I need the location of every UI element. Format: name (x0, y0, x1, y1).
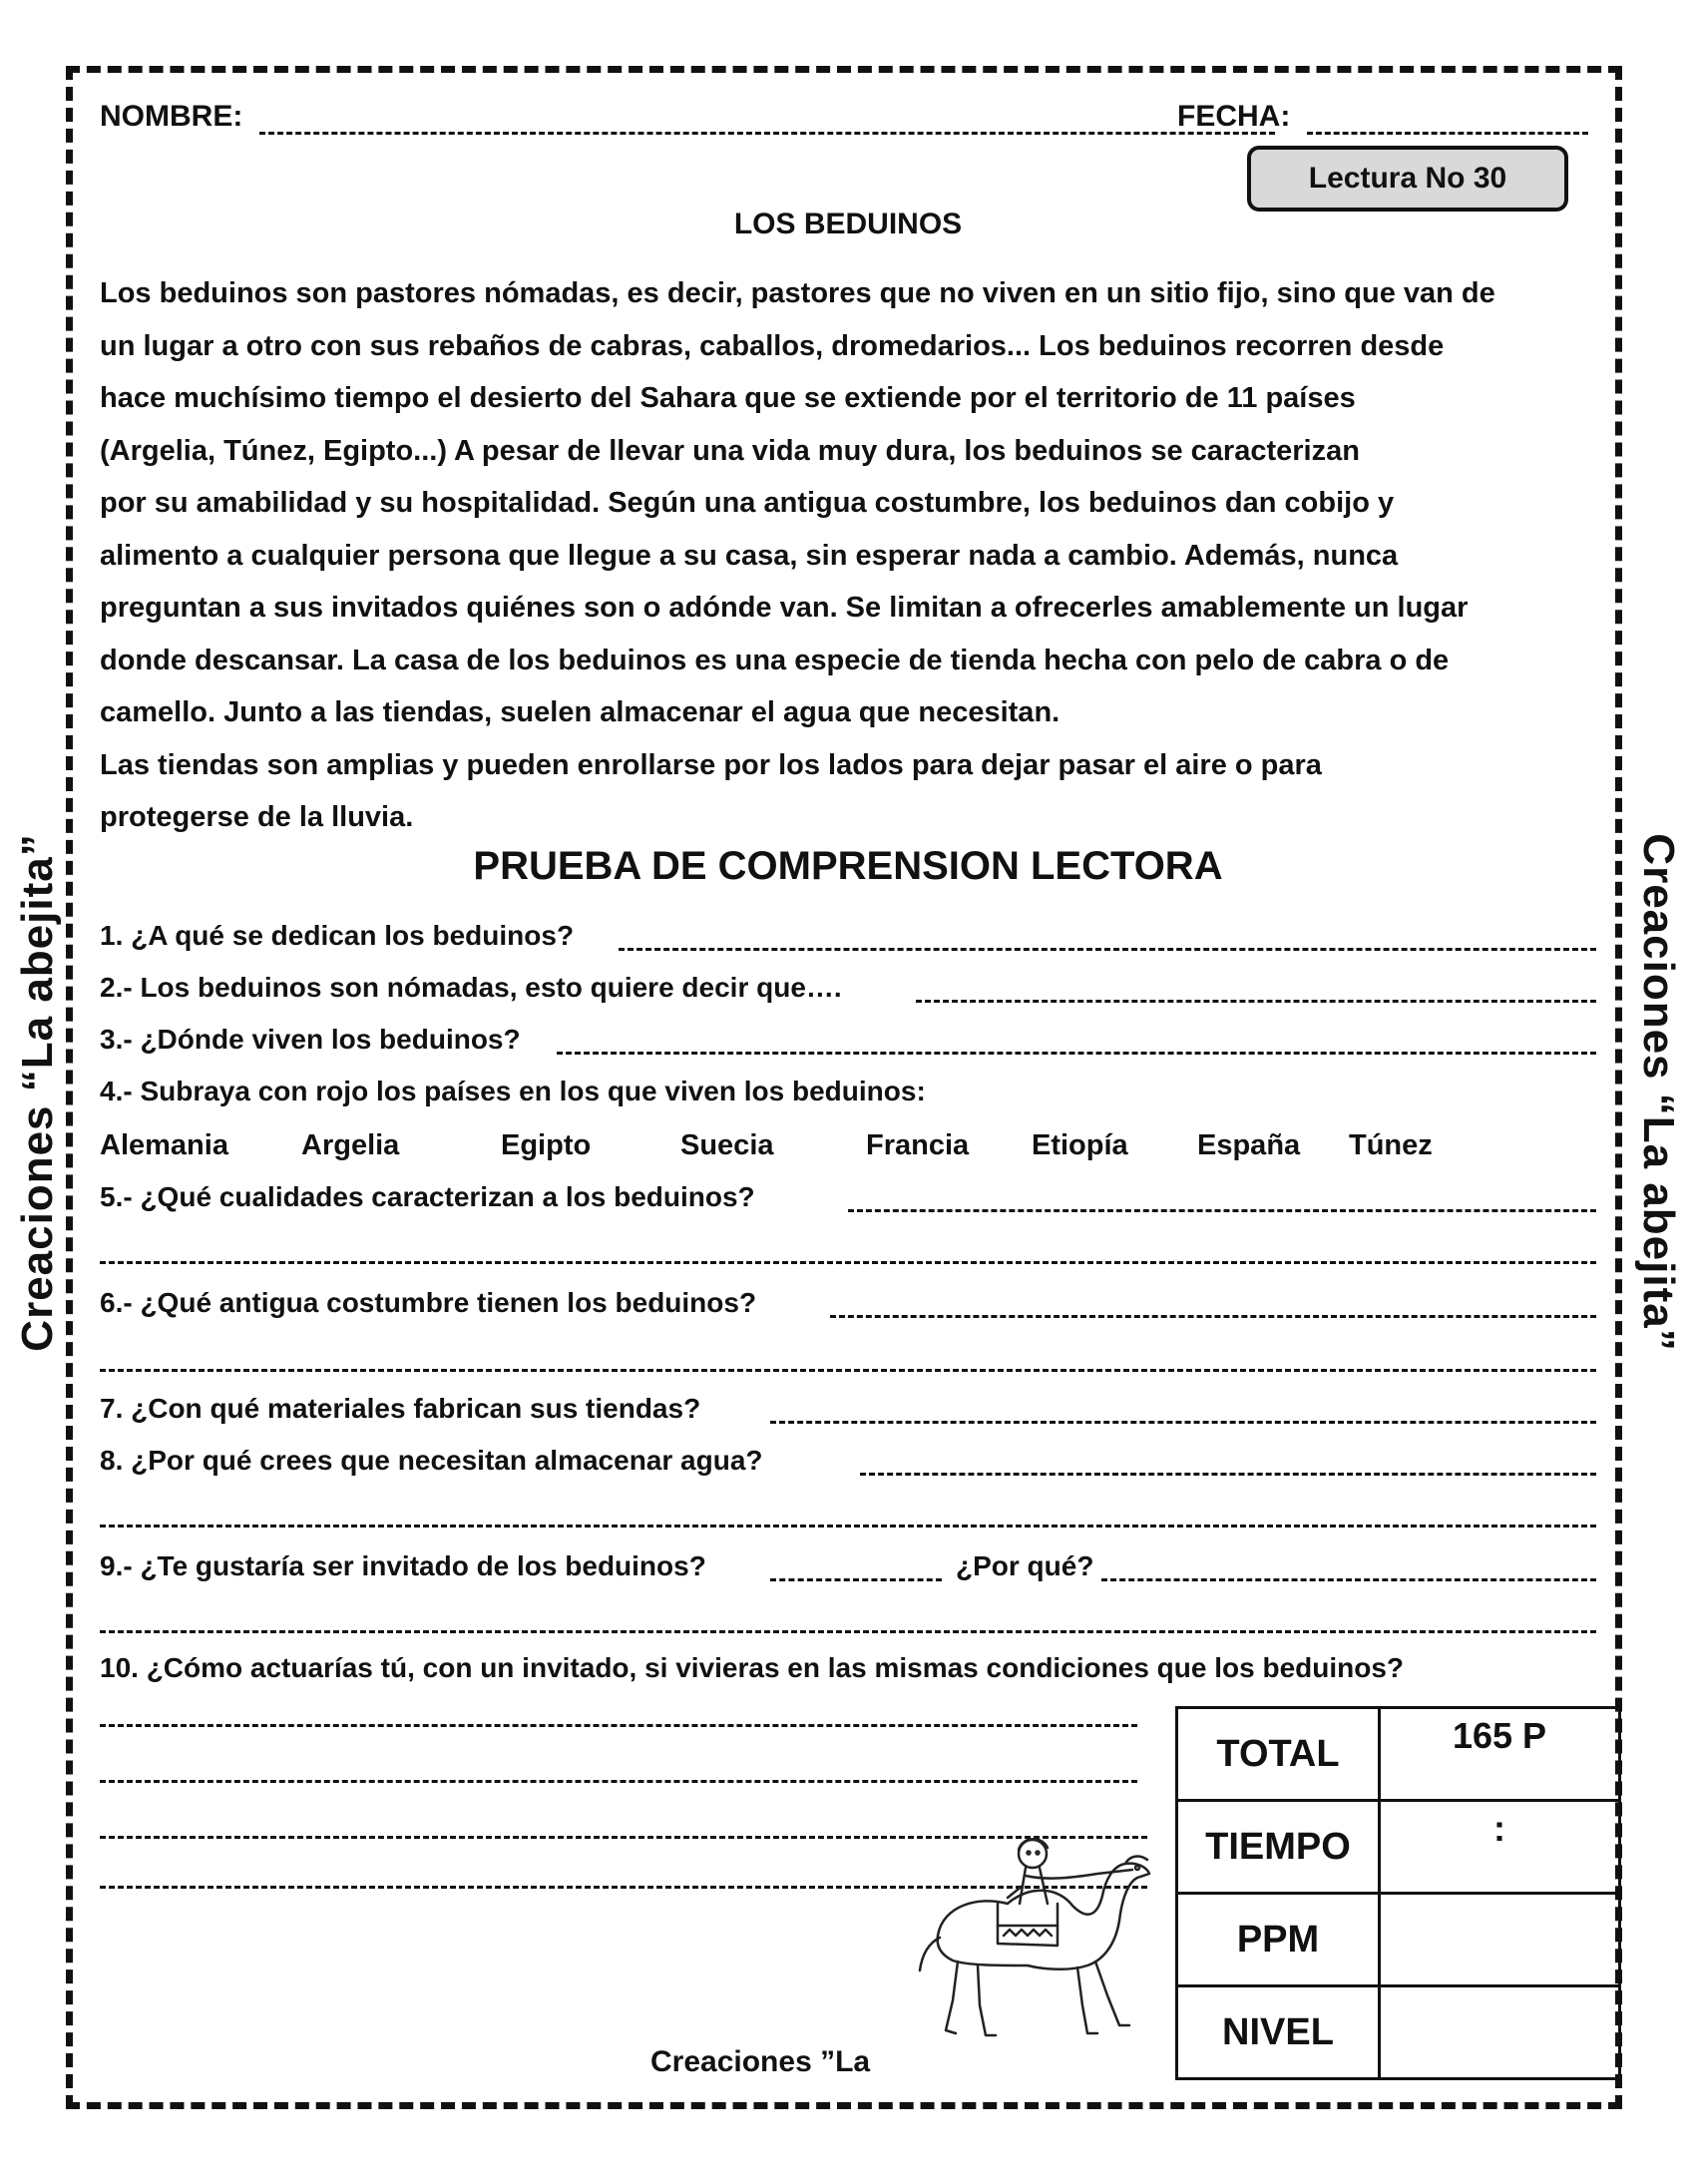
story-line: preguntan a sus invitados quiénes son o adónde van. Se limitan a ofrecerles amablemente un lugar (100, 592, 1469, 624)
footer-brand: Creaciones ”La (650, 2045, 871, 2078)
question-5: 5.- ¿Qué cualidades caracterizan a los beduinos? (100, 1181, 755, 1212)
question-9-why: ¿Por qué? (956, 1550, 1094, 1581)
question-3: 3.- ¿Dónde viven los beduinos? (100, 1024, 521, 1055)
answer-line-6a[interactable] (830, 1315, 1596, 1318)
answer-line-8a[interactable] (860, 1473, 1596, 1476)
test-title: PRUEBA DE COMPRENSION LECTORA (473, 844, 1223, 888)
tiempo-value[interactable]: : (1380, 1801, 1620, 1894)
story-line: alimento a cualquier persona que llegue a su casa, sin esperar nada a cambio. Además, nunca (100, 539, 1399, 572)
total-value: 165 P (1380, 1708, 1620, 1801)
country-option[interactable]: Túnez (1349, 1129, 1433, 1161)
header-row (100, 100, 1596, 144)
answer-line-3[interactable] (557, 1052, 1596, 1055)
country-option[interactable]: Etiopía (1032, 1129, 1128, 1161)
side-brand-left: Creaciones “La abejita” (13, 832, 62, 1352)
story-title: LOS BEDUINOS (733, 208, 963, 240)
country-option[interactable]: España (1197, 1129, 1301, 1161)
story-line: un lugar a otro con sus rebaños de cabras, caballos, dromedarios... Los beduinos recorren desde (100, 329, 1445, 362)
story-line: Los beduinos son pastores nómadas, es decir, pastores que no viven en un sitio fijo, sino que van de (100, 277, 1495, 309)
country-option[interactable]: Argelia (301, 1129, 400, 1161)
story-line: por su amabilidad y su hospitalidad. Según una antigua costumbre, los beduinos dan cobijo y (100, 487, 1395, 519)
question-10: 10. ¿Cómo actuarías tú, con un invitado, si vivieras en las mismas condiciones que los beduinos? (100, 1652, 1405, 1683)
story-line: donde descansar. La casa de los beduinos es una especie de tienda hecha con pelo de cabra o de (100, 644, 1450, 676)
total-label: TOTAL (1177, 1708, 1380, 1801)
nivel-value[interactable] (1380, 1986, 1620, 2079)
ppm-value[interactable] (1380, 1894, 1620, 1986)
answer-line-5b[interactable] (100, 1261, 1596, 1264)
lectura-number-badge: Lectura No 30 (1247, 146, 1568, 212)
story-line: protegerse de la lluvia. (100, 801, 414, 833)
answer-line-9a[interactable] (1101, 1578, 1596, 1581)
fecha-label: FECHA: (1177, 100, 1291, 133)
question-2: 2.- Los beduinos son nómadas, esto quiere decir que…. (100, 972, 842, 1003)
bedouin-camel-illustration (898, 1826, 1167, 2045)
ppm-label: PPM (1177, 1894, 1380, 1986)
question-1: 1. ¿A qué se dedican los beduinos? (100, 920, 575, 951)
story-line: camello. Junto a las tiendas, suelen almacenar el agua que necesitan. (100, 696, 1060, 728)
tiempo-label: TIEMPO (1177, 1801, 1380, 1894)
question-8: 8. ¿Por qué crees que necesitan almacenar agua? (100, 1445, 763, 1476)
question-7: 7. ¿Con qué materiales fabrican sus tiendas? (100, 1393, 701, 1424)
fecha-field[interactable] (1307, 132, 1588, 135)
answer-line-1[interactable] (619, 948, 1596, 951)
question-6: 6.- ¿Qué antigua costumbre tienen los beduinos? (100, 1287, 757, 1318)
answer-line-5a[interactable] (848, 1209, 1596, 1212)
question-9: 9.- ¿Te gustaría ser invitado de los beduinos? (100, 1550, 706, 1581)
country-option[interactable]: Egipto (501, 1129, 592, 1161)
answer-line-10a[interactable] (100, 1724, 1137, 1727)
answer-line-2[interactable] (916, 1000, 1596, 1003)
nombre-label: NOMBRE: (100, 100, 243, 133)
story-line: hace muchísimo tiempo el desierto del Sahara que se extiende por el territorio de 11 países (100, 382, 1356, 414)
country-option[interactable]: Francia (866, 1129, 970, 1161)
nombre-field[interactable] (259, 132, 1275, 135)
story-text (100, 267, 1616, 844)
answer-line-9b[interactable] (100, 1630, 1596, 1633)
score-table (1175, 1706, 1621, 2080)
answer-line-6b[interactable] (100, 1369, 1596, 1372)
question-4: 4.- Subraya con rojo los países en los que viven los beduinos: (100, 1076, 926, 1106)
country-option[interactable]: Suecia (680, 1129, 774, 1161)
answer-line-8b[interactable] (100, 1525, 1596, 1528)
country-option[interactable]: Alemania (100, 1129, 228, 1161)
answer-line-9-yesno[interactable] (770, 1578, 942, 1581)
story-line: Las tiendas son amplias y pueden enrollarse por los lados para dejar pasar el aire o para (100, 748, 1322, 781)
nivel-label: NIVEL (1177, 1986, 1380, 2079)
side-brand-right: Creaciones “La abejita” (1634, 832, 1683, 1352)
answer-line-7[interactable] (770, 1421, 1596, 1424)
story-line: (Argelia, Túnez, Egipto...) A pesar de llevar una vida muy dura, los beduinos se caracterizan (100, 434, 1360, 467)
answer-line-10b[interactable] (100, 1780, 1137, 1783)
